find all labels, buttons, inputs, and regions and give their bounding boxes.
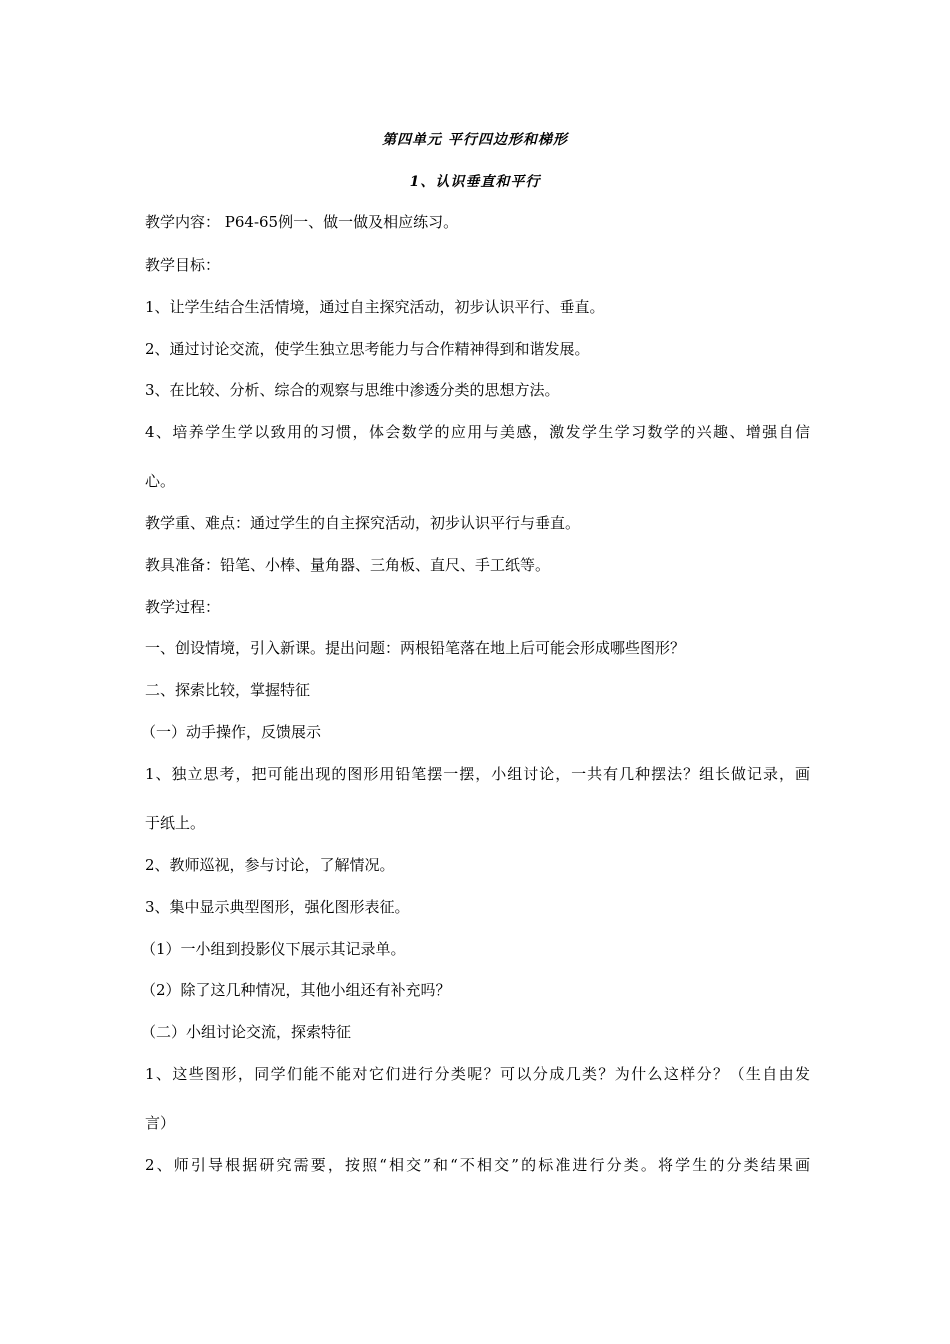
teaching-aids: 教具准备：铅笔、小棒、量角器、三角板、直尺、手工纸等。 [145,556,551,574]
hands-on-sub-1: （1）一小组到投影仪下展示其记录单。 [141,940,406,958]
goal-3: 3、在比较、分析、综合的观察与思维中渗透分类的思想方法。 [145,381,560,399]
goal-4-line-1: 4、培养学生学以致用的习惯，体会数学的应用与美感，激发学生学习数学的兴趣、增强自信 [145,423,810,441]
section-1-hands-on: （一）动手操作，反馈展示 [141,723,322,741]
teaching-content: 教学内容： P64-65例一、做一做及相应练习。 [145,213,459,231]
discussion-item-1-line-1: 1、这些图形，同学们能不能对它们进行分类呢？可以分成几类？为什么这样分？（生自由发 [145,1065,810,1083]
discussion-item-2-line-1: 2、师引导根据研究需要，按照“相交”和“不相交”的标准进行分类。将学生的分类结果画 [145,1156,810,1174]
teaching-goals-heading: 教学目标： [145,256,221,274]
goal-4-line-2: 心。 [145,472,176,490]
unit-title: 第四单元 平行四边形和梯形 [382,132,568,148]
hands-on-item-2: 2、教师巡视，参与讨论，了解情况。 [145,856,395,874]
hands-on-sub-2: （2）除了这几种情况，其他小组还有补充吗？ [141,981,451,999]
key-difficult-points: 教学重、难点：通过学生的自主探究活动，初步认识平行与垂直。 [145,514,581,532]
lesson-title: 1、认识垂直和平行 [409,174,541,190]
hands-on-item-3: 3、集中显示典型图形，强化图形表征。 [145,898,410,916]
section-2-discussion: （二）小组讨论交流，探索特征 [141,1023,352,1041]
discussion-item-1-line-2: 言） [145,1114,176,1132]
goal-1: 1、让学生结合生活情境，通过自主探究活动，初步认识平行、垂直。 [145,298,605,316]
hands-on-item-1-line-1: 1、独立思考，把可能出现的图形用铅笔摆一摆，小组讨论，一共有几种摆法？组长做记录，画 [145,765,810,783]
goal-2: 2、通过讨论交流，使学生独立思考能力与合作精神得到和谐发展。 [145,340,590,358]
teaching-process-heading: 教学过程： [145,598,221,616]
step-2-explore: 二、探索比较，掌握特征 [145,681,311,699]
hands-on-item-1-line-2: 于纸上。 [145,814,206,832]
step-1-scenario: 一、创设情境，引入新课。提出问题：两根铅笔落在地上后可能会形成哪些图形？ [145,639,686,657]
